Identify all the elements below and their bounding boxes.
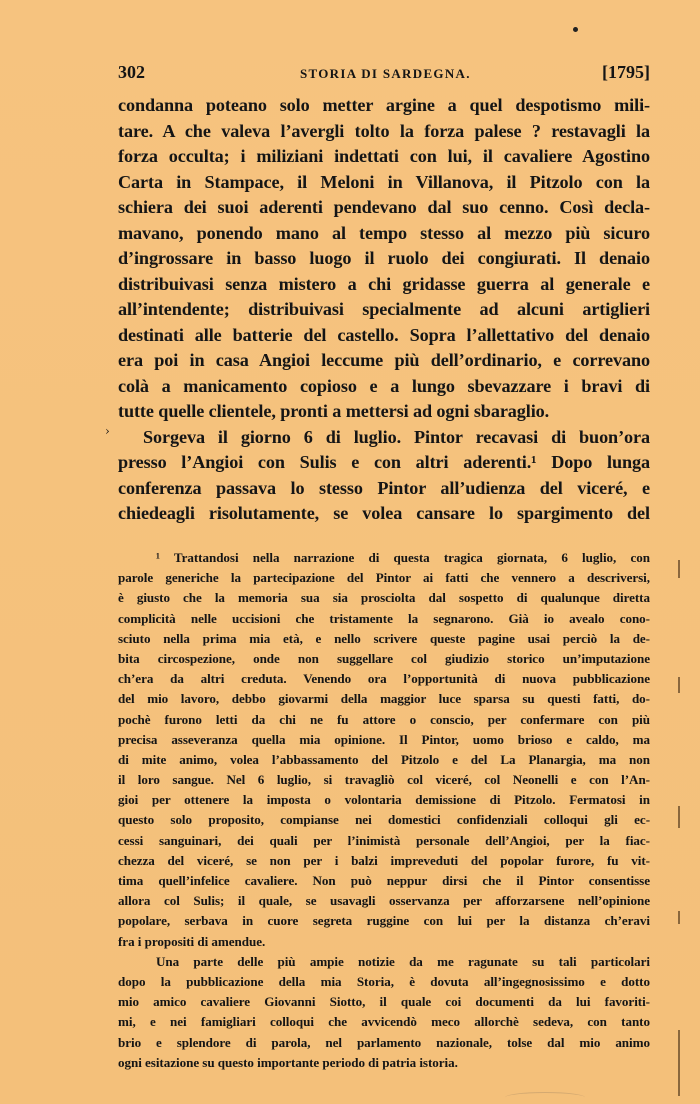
footnote-line: mio amico cavaliere Giovanni Siotto, il quale coi documenti da lui favoriti- — [118, 994, 650, 1010]
scan-mark — [678, 1030, 680, 1096]
footnote-line: tima quell’infelice cavaliere. Non può neppur dirsi che il Pintor consentisse — [118, 873, 650, 888]
footnote-block — [118, 548, 650, 1073]
footnote-line: brio e splendore di parola, nel parlamento nazionale, tolse dal mio animo — [118, 1034, 650, 1050]
footnote-line: è giusto che la memoria sua sia prosciolta dal sospetto di qualunque diretta — [118, 590, 650, 606]
text-line: presso l’Angioi con Sulis e con altri aderenti.¹ Dopo lunga — [118, 452, 650, 472]
text-line: Carta in Stampace, il Meloni in Villanova, il Pitzolo con la — [118, 171, 650, 192]
footnote-line: sciuto nella prima mia età, e nello scrivere queste pagine usai perciò la de- — [118, 630, 650, 646]
footnote-line: gioi per ottenere la imposta o volontaria demissione di Pitzolo. Fermatosi in — [118, 792, 650, 808]
text-line: forza occulta; i miliziani indettati con lui, il cavaliere Agostino — [118, 146, 650, 166]
text-line: distribuivasi senza mistero a chi gridasse guerra al generale e — [118, 273, 650, 294]
footnote-line: fra i propositi di amendue. — [118, 933, 266, 949]
scan-margin-marks — [678, 560, 681, 1100]
text-line: tare. A che valeva l’avergli tolto la forza palese ? restavagli la — [118, 120, 650, 141]
footnote-line: ch’era da altri creduta. Venendo ora l’opportunità di nuova pubblicazione — [118, 671, 650, 687]
text-line: d’ingrossare in basso luogo il ruolo dei congiurati. Il denaio — [118, 248, 650, 268]
footnote-line: popolare, serbava in cuore segreta ruggine con lui per la distanza ch’eravi — [118, 913, 650, 929]
footnote-line: il loro sangue. Nel 6 luglio, si travagliò col viceré, col Neonelli e con l’An- — [118, 772, 650, 788]
footnote-line: ¹ Trattandosi nella narrazione di questa tragica giornata, 6 luglio, con — [156, 550, 650, 565]
text-line: schiera dei suoi aderenti pendevano dal suo cenno. Così decla- — [118, 197, 650, 217]
footnote-line: parole generiche la partecipazione del Pintor ai fatti che vennero a descriversi, — [118, 570, 650, 586]
text-line: mavano, ponendo mano al tempo stesso al mezzo più sicuro — [118, 222, 650, 243]
margin-mark: › — [105, 424, 110, 438]
text-line: condanna poteano solo metter argine a quel despotismo mili- — [118, 95, 650, 115]
text-line: conferenza passava lo stesso Pintor all’udienza del viceré, e — [118, 477, 650, 498]
scan-mark — [678, 911, 680, 924]
main-text — [118, 93, 650, 527]
footnote-line: allora col Sulis; il quale, se usavagli osservanza per afforzarsene nell’opinione — [118, 893, 650, 909]
footnote-line: di mite animo, volea l’abbassamento del Pitzolo e del La Planargia, ma non — [118, 751, 650, 767]
scan-mark — [678, 677, 680, 693]
scan-artifact — [505, 1092, 585, 1103]
page-number: 302 — [118, 62, 145, 82]
scan-mark — [678, 560, 680, 578]
text-line: colà a manicamento copioso e a lungo sbevazzare i bravi di — [118, 375, 650, 396]
page-header — [118, 62, 650, 86]
footnote-line: pochè furono letti da chi ne fu attore o conscio, per confermare con più — [118, 711, 650, 727]
text-line: era poi in casa Angioi leccume più dell’ordinario, e correvano — [118, 350, 650, 370]
text-line: destinati alle batterie del castello. Sopra l’allettativo del denaio — [118, 324, 650, 345]
text-line: Sorgeva il giorno 6 di luglio. Pintor recavasi di buon’ora — [143, 426, 650, 447]
footnote-line: mi, e nei famigliari colloqui che avvicendò meco allorchè sedeva, con tanto — [118, 1014, 650, 1030]
footnote-line: bita circospezione, onde non suggellare col giudizio storico un’imputazione — [118, 650, 650, 666]
scan-mark — [678, 806, 680, 828]
ink-dot — [573, 27, 578, 32]
footnote-line: precisa asseveranza quella mia opinione. Il Pintor, uomo brioso e caldo, ma — [118, 731, 650, 747]
footnote-line: complicità nelle uccisioni che tristamente la segnarono. Già io avealo cono- — [118, 610, 650, 626]
footnote-line: chezza del viceré, se non per i balzi impreveduti del popolar furore, fu vit- — [118, 852, 650, 868]
footnote-line: questo solo proposito, compianse nei domestici confidenziali colloqui gli ec- — [118, 812, 650, 828]
footnote-line: Una parte delle più ampie notizie da me ragunate su tali particolari — [156, 953, 650, 969]
text-line: all’intendente; distribuivasi specialmente ad alcuni artiglieri — [118, 299, 650, 319]
text-line: tutte quelle clientele, pronti a mettersi ad ogni sbaraglio. — [118, 401, 550, 421]
footnote-line: del mio lavoro, debbo giovarmi della maggior luce sparsa su questi fatti, do- — [118, 691, 650, 707]
year-label: [1795] — [602, 62, 650, 82]
footnote-line: dopo la pubblicazione della mia Storia, è dovuta all’ingegnosissimo e dotto — [118, 973, 650, 989]
running-title: STORIA DI SARDEGNA. — [300, 66, 471, 81]
text-line: chiedeagli risolutamente, se volea cansare lo spargimento del — [118, 503, 650, 523]
footnote-line: ogni esitazione su questo importante periodo di patria istoria. — [118, 1054, 458, 1070]
footnote-line: cessi sanguinari, dei quali per l’inimistà personale dell’Angioi, per la fiac- — [118, 832, 650, 848]
